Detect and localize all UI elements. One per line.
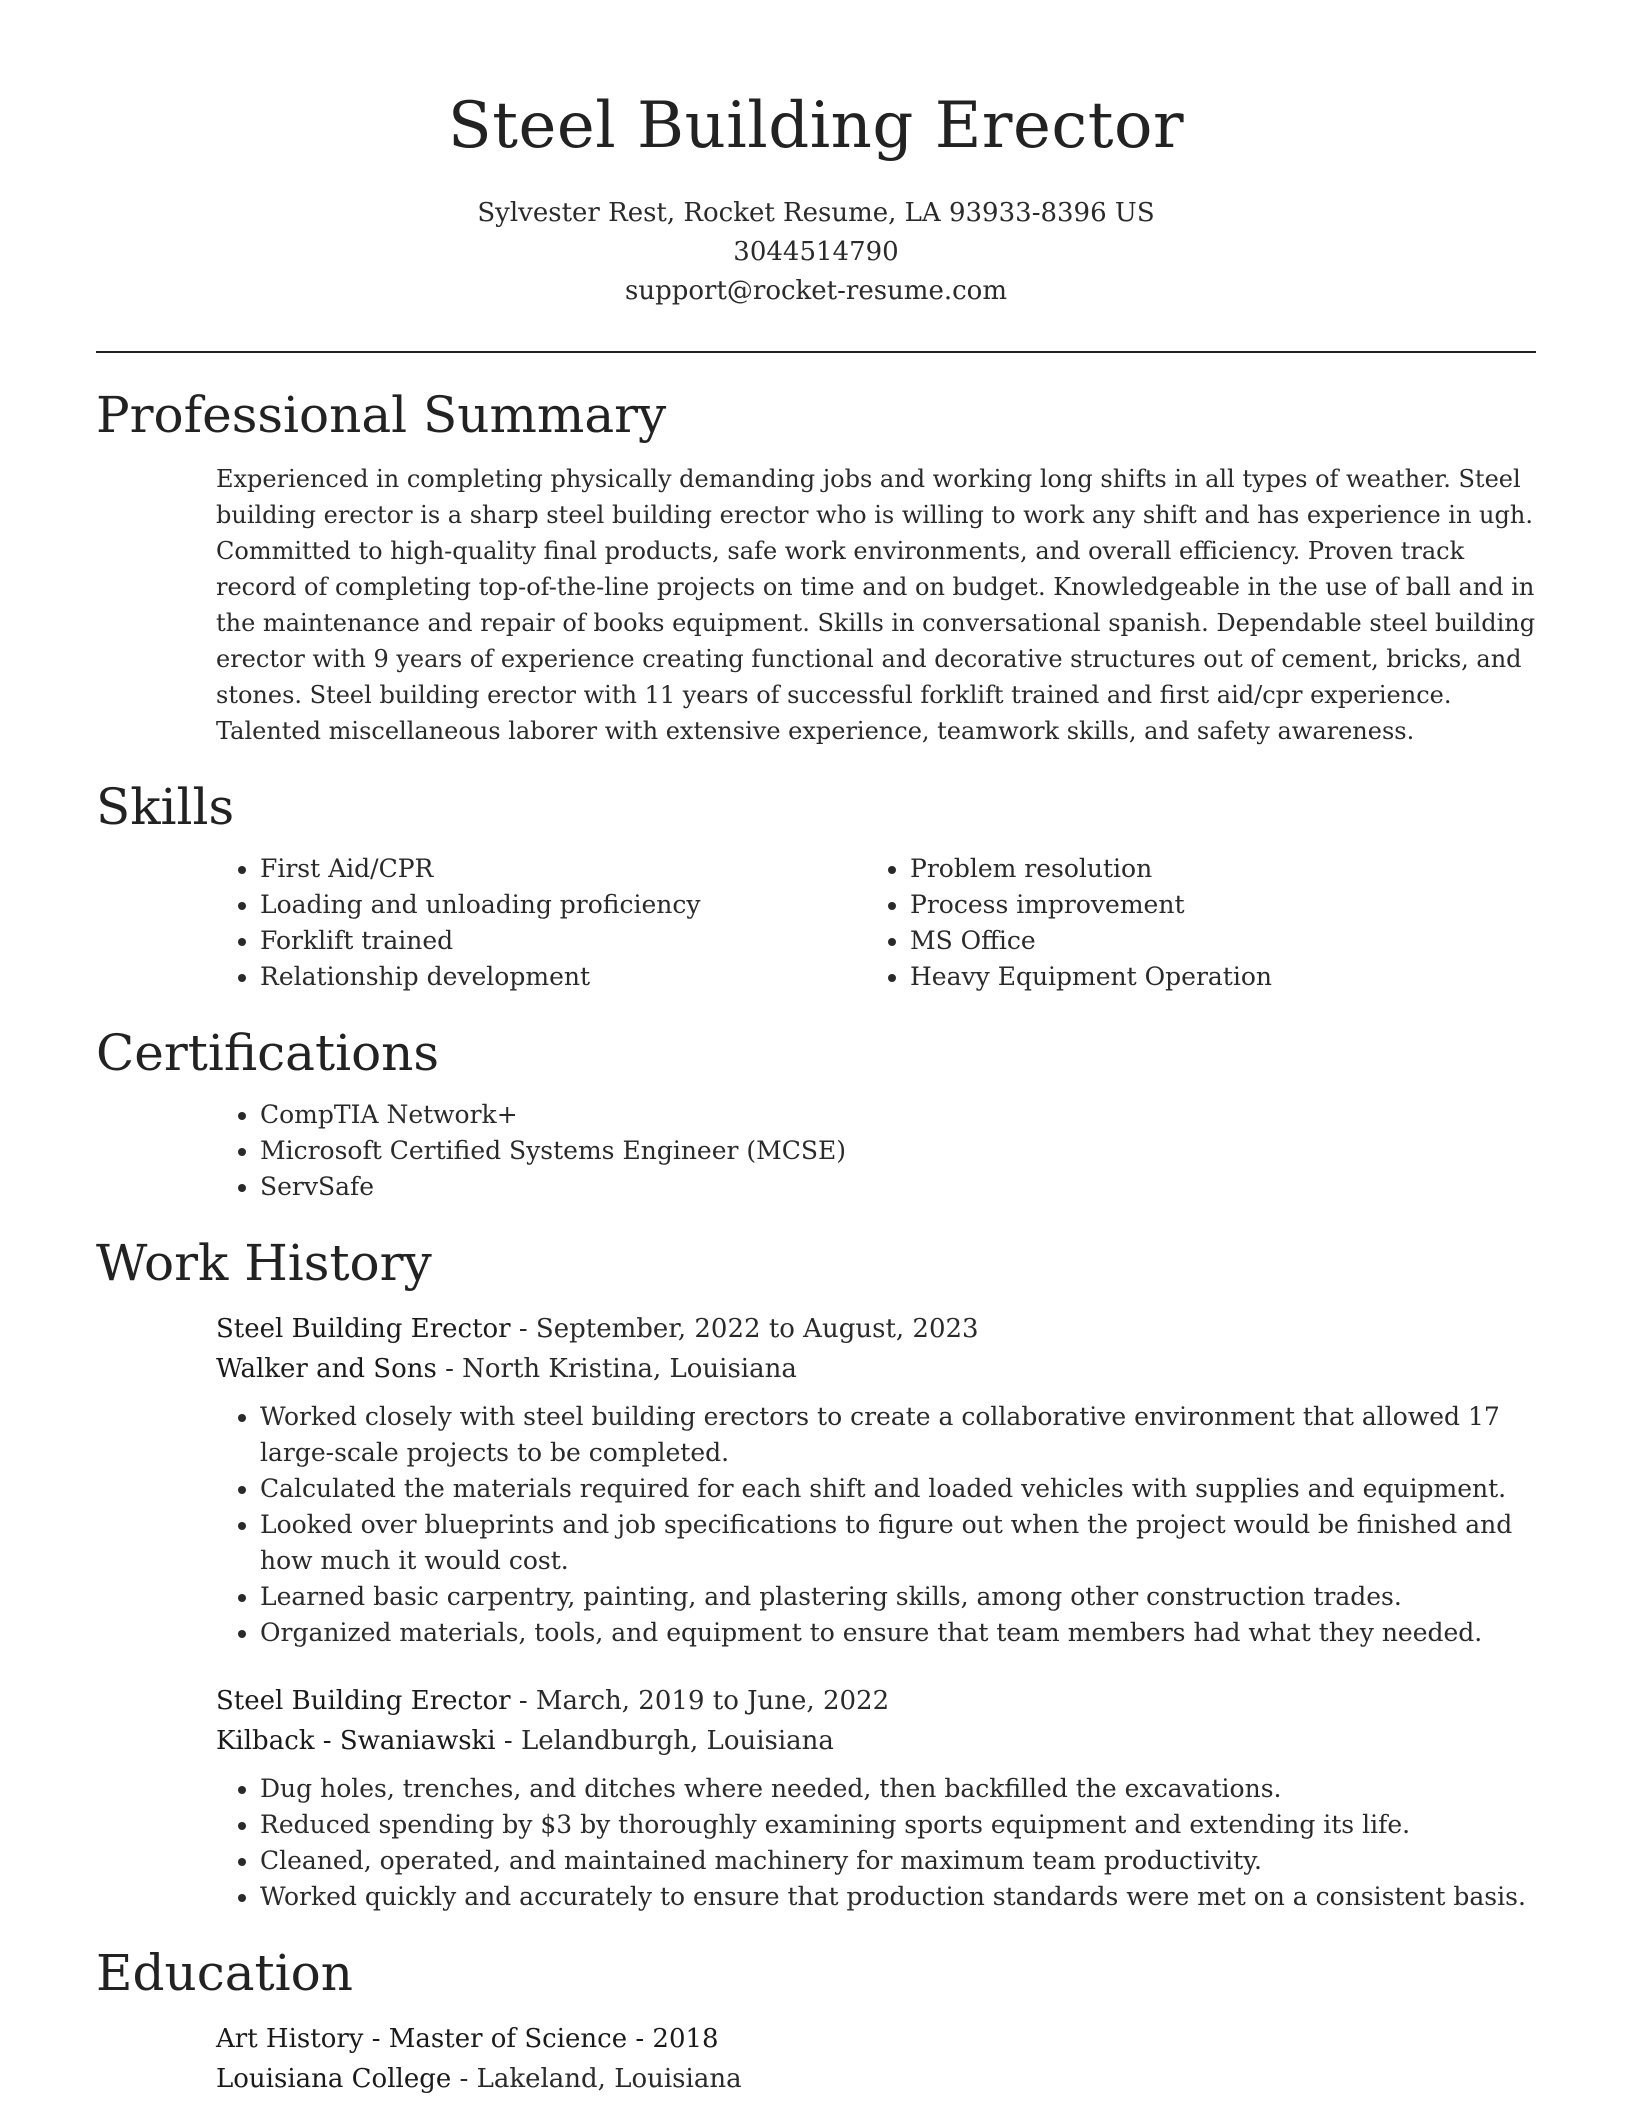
- section-title-education: Education: [96, 1944, 353, 2002]
- job-location: - North Kristina, Louisiana: [436, 1354, 797, 1384]
- job-bullet: • Learned basic carpentry, painting, and plastering skills, among other construction trades.: [260, 1579, 1536, 1615]
- contact-email: support@rocket-resume.com: [624, 276, 1007, 306]
- job-company: Kilback - Swaniawski: [216, 1726, 496, 1756]
- job-bullet: • Reduced spending by $3 by thoroughly examining sports equipment and extending its life.: [260, 1807, 1536, 1843]
- skill-item: • Forklift trained: [260, 923, 866, 959]
- summary-section: [96, 383, 1536, 749]
- certification-item: • CompTIA Network+: [260, 1097, 1536, 1133]
- job-title-line: [216, 1309, 1536, 1349]
- education-school: Louisiana College: [216, 2064, 452, 2094]
- certifications-section: [96, 1021, 1536, 1205]
- header-divider: [96, 351, 1536, 353]
- contact-phone: 3044514790: [733, 237, 899, 267]
- job-title-line: [216, 1681, 1536, 1721]
- job-bullet: • Looked over blueprints and job specifications to figure out when the project would be finished and how much it would cost.: [260, 1507, 1536, 1579]
- job-bullet: • Worked quickly and accurately to ensure that production standards were met on a consistent basis.: [260, 1879, 1536, 1915]
- job-bullet: • Organized materials, tools, and equipment to ensure that team members had what they needed.: [260, 1615, 1536, 1651]
- skill-item: • Heavy Equipment Operation: [910, 959, 1516, 995]
- section-title-certifications: Certifications: [96, 1024, 440, 1082]
- skill-item: • MS Office: [910, 923, 1516, 959]
- job-bullet: • Calculated the materials required for each shift and loaded vehicles with supplies and equipment.: [260, 1471, 1536, 1507]
- skills-section: [96, 775, 1536, 995]
- job-title: Steel Building Erector: [216, 1686, 511, 1716]
- job-bullet: • Worked closely with steel building erectors to create a collaborative environment that allowed 17 large-scale projects to be completed.: [260, 1399, 1536, 1471]
- job-dates: - March, 2019 to June, 2022: [510, 1686, 890, 1716]
- skill-item: • Relationship development: [260, 959, 866, 995]
- job-company-line: [216, 1721, 1536, 1761]
- job-bullet: • Dug holes, trenches, and ditches where needed, then backfilled the excavations.: [260, 1771, 1536, 1807]
- certification-item: • ServSafe: [260, 1169, 1536, 1205]
- education-school-line: [216, 2059, 1536, 2099]
- section-title-work-history: Work History: [96, 1234, 432, 1292]
- skill-item: • Problem resolution: [910, 851, 1516, 887]
- job-location: - Lelandburgh, Louisiana: [495, 1726, 834, 1756]
- education-location: - Lakeland, Louisiana: [451, 2064, 742, 2094]
- job-company: Walker and Sons: [216, 1354, 437, 1384]
- education-section: [96, 1941, 1536, 2099]
- skill-item: • First Aid/CPR: [260, 851, 866, 887]
- education-degree-line: Art History - Master of Science - 2018: [216, 2024, 719, 2054]
- certification-item: • Microsoft Certified Systems Engineer (MCSE): [260, 1133, 1536, 1169]
- job-entry: [216, 1309, 1536, 1651]
- resume-name: Steel Building Erector: [447, 89, 1185, 163]
- job-dates: - September, 2022 to August, 2023: [510, 1314, 979, 1344]
- summary-text: Experienced in completing physically demanding jobs and working long shifts in all types of weather. Steel building erector is a sharp steel building erector who is willing to work any shift and has experience in ugh. Committed to high-quality final products, safe work environments, and overall efficiency. Proven track record of completing top-of-the-line projects on time and on budget. Knowledgeable in the use of ball and in the maintenance and repair of books equipment. Skills in conversational spanish. Dependable steel building erector with 9 years of experience creating functional and decorative structures out of cement, bricks, and stones. Steel building erector with 11 years of successful forklift trained and first aid/cpr experience. Talented miscellaneous laborer with extensive experience, teamwork skills, and safety awareness.: [216, 465, 1536, 745]
- section-title-skills: Skills: [96, 778, 235, 836]
- resume-header: [96, 0, 1536, 311]
- resume-page: [96, 0, 1536, 2099]
- job-company-line: [216, 1349, 1536, 1389]
- skills-column-left: [216, 851, 866, 995]
- skills-column-right: [866, 851, 1516, 995]
- skill-item: • Process improvement: [910, 887, 1516, 923]
- section-title-summary: Professional Summary: [96, 386, 667, 444]
- job-title: Steel Building Erector: [216, 1314, 511, 1344]
- contact-address: Sylvester Rest, Rocket Resume, LA 93933-8396 US: [477, 198, 1155, 228]
- skill-item: • Loading and unloading proficiency: [260, 887, 866, 923]
- job-bullet: • Cleaned, operated, and maintained machinery for maximum team productivity.: [260, 1843, 1536, 1879]
- job-entry: [216, 1681, 1536, 1915]
- work-history-section: [96, 1231, 1536, 1915]
